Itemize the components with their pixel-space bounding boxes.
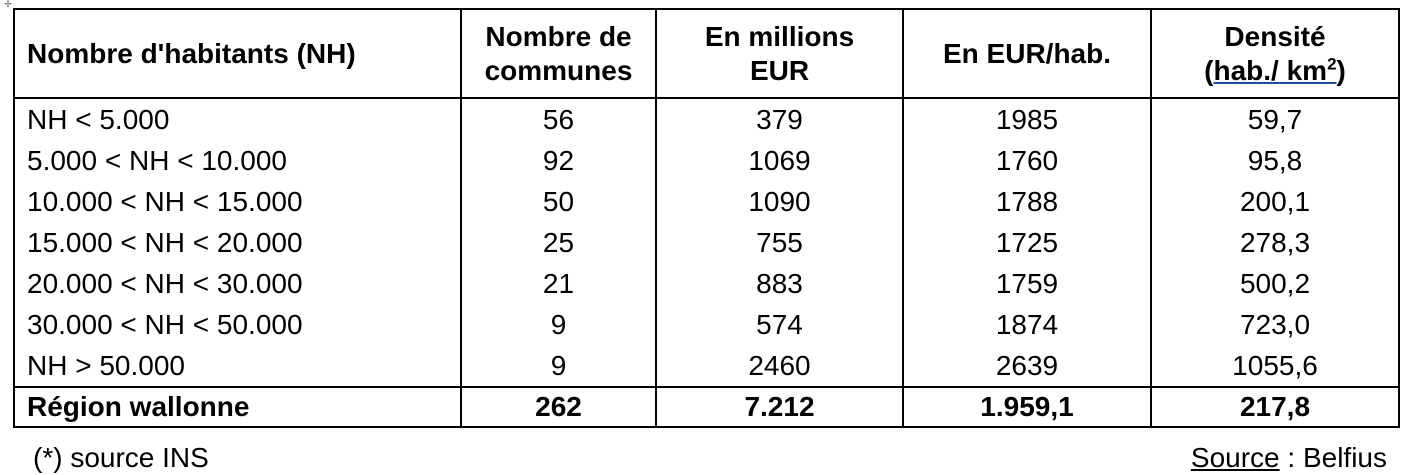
cell-density: 59,7 [1151, 98, 1399, 140]
cell-inhabitants-range: 30.000 < NH < 50.000 [14, 304, 461, 345]
source-value: Belfius [1302, 442, 1387, 473]
header-density-exponent: 2 [1327, 54, 1337, 74]
footnote-ins-source: (*) source INS [33, 442, 209, 473]
cell-density: 1055,6 [1151, 345, 1399, 387]
table-row [14, 304, 1399, 345]
cell-eur-per-inhabitant: 1985 [903, 98, 1151, 140]
header-millions-line1: En millions [704, 20, 855, 52]
total-millions-eur: 7.212 [656, 387, 903, 427]
cell-communes: 92 [461, 140, 656, 181]
header-millions-eur [656, 9, 903, 98]
cell-millions-eur: 883 [656, 263, 903, 304]
cell-eur-per-inhabitant: 1725 [903, 222, 1151, 263]
table-row [14, 222, 1399, 263]
cell-density: 278,3 [1151, 222, 1399, 263]
header-density-unit-text: hab./ km [1213, 54, 1328, 86]
total-density: 217,8 [1151, 387, 1399, 427]
cell-millions-eur: 574 [656, 304, 903, 345]
cell-eur-per-inhabitant: 1759 [903, 263, 1151, 304]
header-density-line2 [1152, 54, 1398, 88]
cell-inhabitants-range: NH < 5.000 [14, 98, 461, 140]
cell-density: 200,1 [1151, 181, 1399, 222]
table-row [14, 263, 1399, 304]
header-density-line1: Densité [1224, 20, 1326, 52]
cell-communes: 50 [461, 181, 656, 222]
total-eur-per-inhabitant: 1.959,1 [903, 387, 1151, 427]
cell-eur-per-inhabitant: 1788 [903, 181, 1151, 222]
cell-communes: 9 [461, 345, 656, 387]
cell-millions-eur: 1090 [656, 181, 903, 222]
table-move-handle-icon[interactable]: ✢ [4, 0, 12, 10]
cell-inhabitants-range: 5.000 < NH < 10.000 [14, 140, 461, 181]
source-label: Source [1190, 442, 1280, 473]
cell-eur-per-inhabitant: 1760 [903, 140, 1151, 181]
cell-millions-eur: 1069 [656, 140, 903, 181]
cell-millions-eur: 379 [656, 98, 903, 140]
header-inhabitants-label: Nombre d'habitants (NH) [27, 37, 356, 69]
header-density-open: ( [1204, 54, 1214, 86]
table-row [14, 98, 1399, 140]
source-separator: : [1279, 442, 1303, 473]
cell-communes: 9 [461, 304, 656, 345]
header-communes [461, 9, 656, 98]
header-inhabitants [14, 9, 461, 98]
header-density [1151, 9, 1399, 98]
header-row [14, 9, 1399, 98]
cell-inhabitants-range: 15.000 < NH < 20.000 [14, 222, 461, 263]
source-credit [1191, 441, 1387, 475]
cell-inhabitants-range: 10.000 < NH < 15.000 [14, 181, 461, 222]
header-millions-line2: EUR [749, 54, 810, 86]
header-density-close: ) [1336, 54, 1346, 86]
table-row [14, 181, 1399, 222]
cell-communes: 21 [461, 263, 656, 304]
cell-eur-per-inhabitant: 2639 [903, 345, 1151, 387]
table-row [14, 345, 1399, 387]
cell-inhabitants-range: 20.000 < NH < 30.000 [14, 263, 461, 304]
cell-inhabitants-range: NH > 50.000 [14, 345, 461, 387]
header-communes-line2: communes [484, 54, 633, 86]
header-eur-hab-label: En EUR/hab. [942, 37, 1111, 69]
cell-communes: 25 [461, 222, 656, 263]
header-communes-line1: Nombre de [485, 20, 632, 52]
cell-density: 95,8 [1151, 140, 1399, 181]
table-row [14, 140, 1399, 181]
cell-communes: 56 [461, 98, 656, 140]
cell-millions-eur: 755 [656, 222, 903, 263]
total-row [14, 387, 1399, 427]
total-communes: 262 [461, 387, 656, 427]
header-density-unit [1213, 55, 1336, 86]
cell-eur-per-inhabitant: 1874 [903, 304, 1151, 345]
cell-millions-eur: 2460 [656, 345, 903, 387]
municipal-finance-table [13, 8, 1400, 428]
cell-density: 500,2 [1151, 263, 1399, 304]
header-eur-per-inhabitant [903, 9, 1151, 98]
cell-density: 723,0 [1151, 304, 1399, 345]
total-region-label: Région wallonne [14, 387, 461, 427]
